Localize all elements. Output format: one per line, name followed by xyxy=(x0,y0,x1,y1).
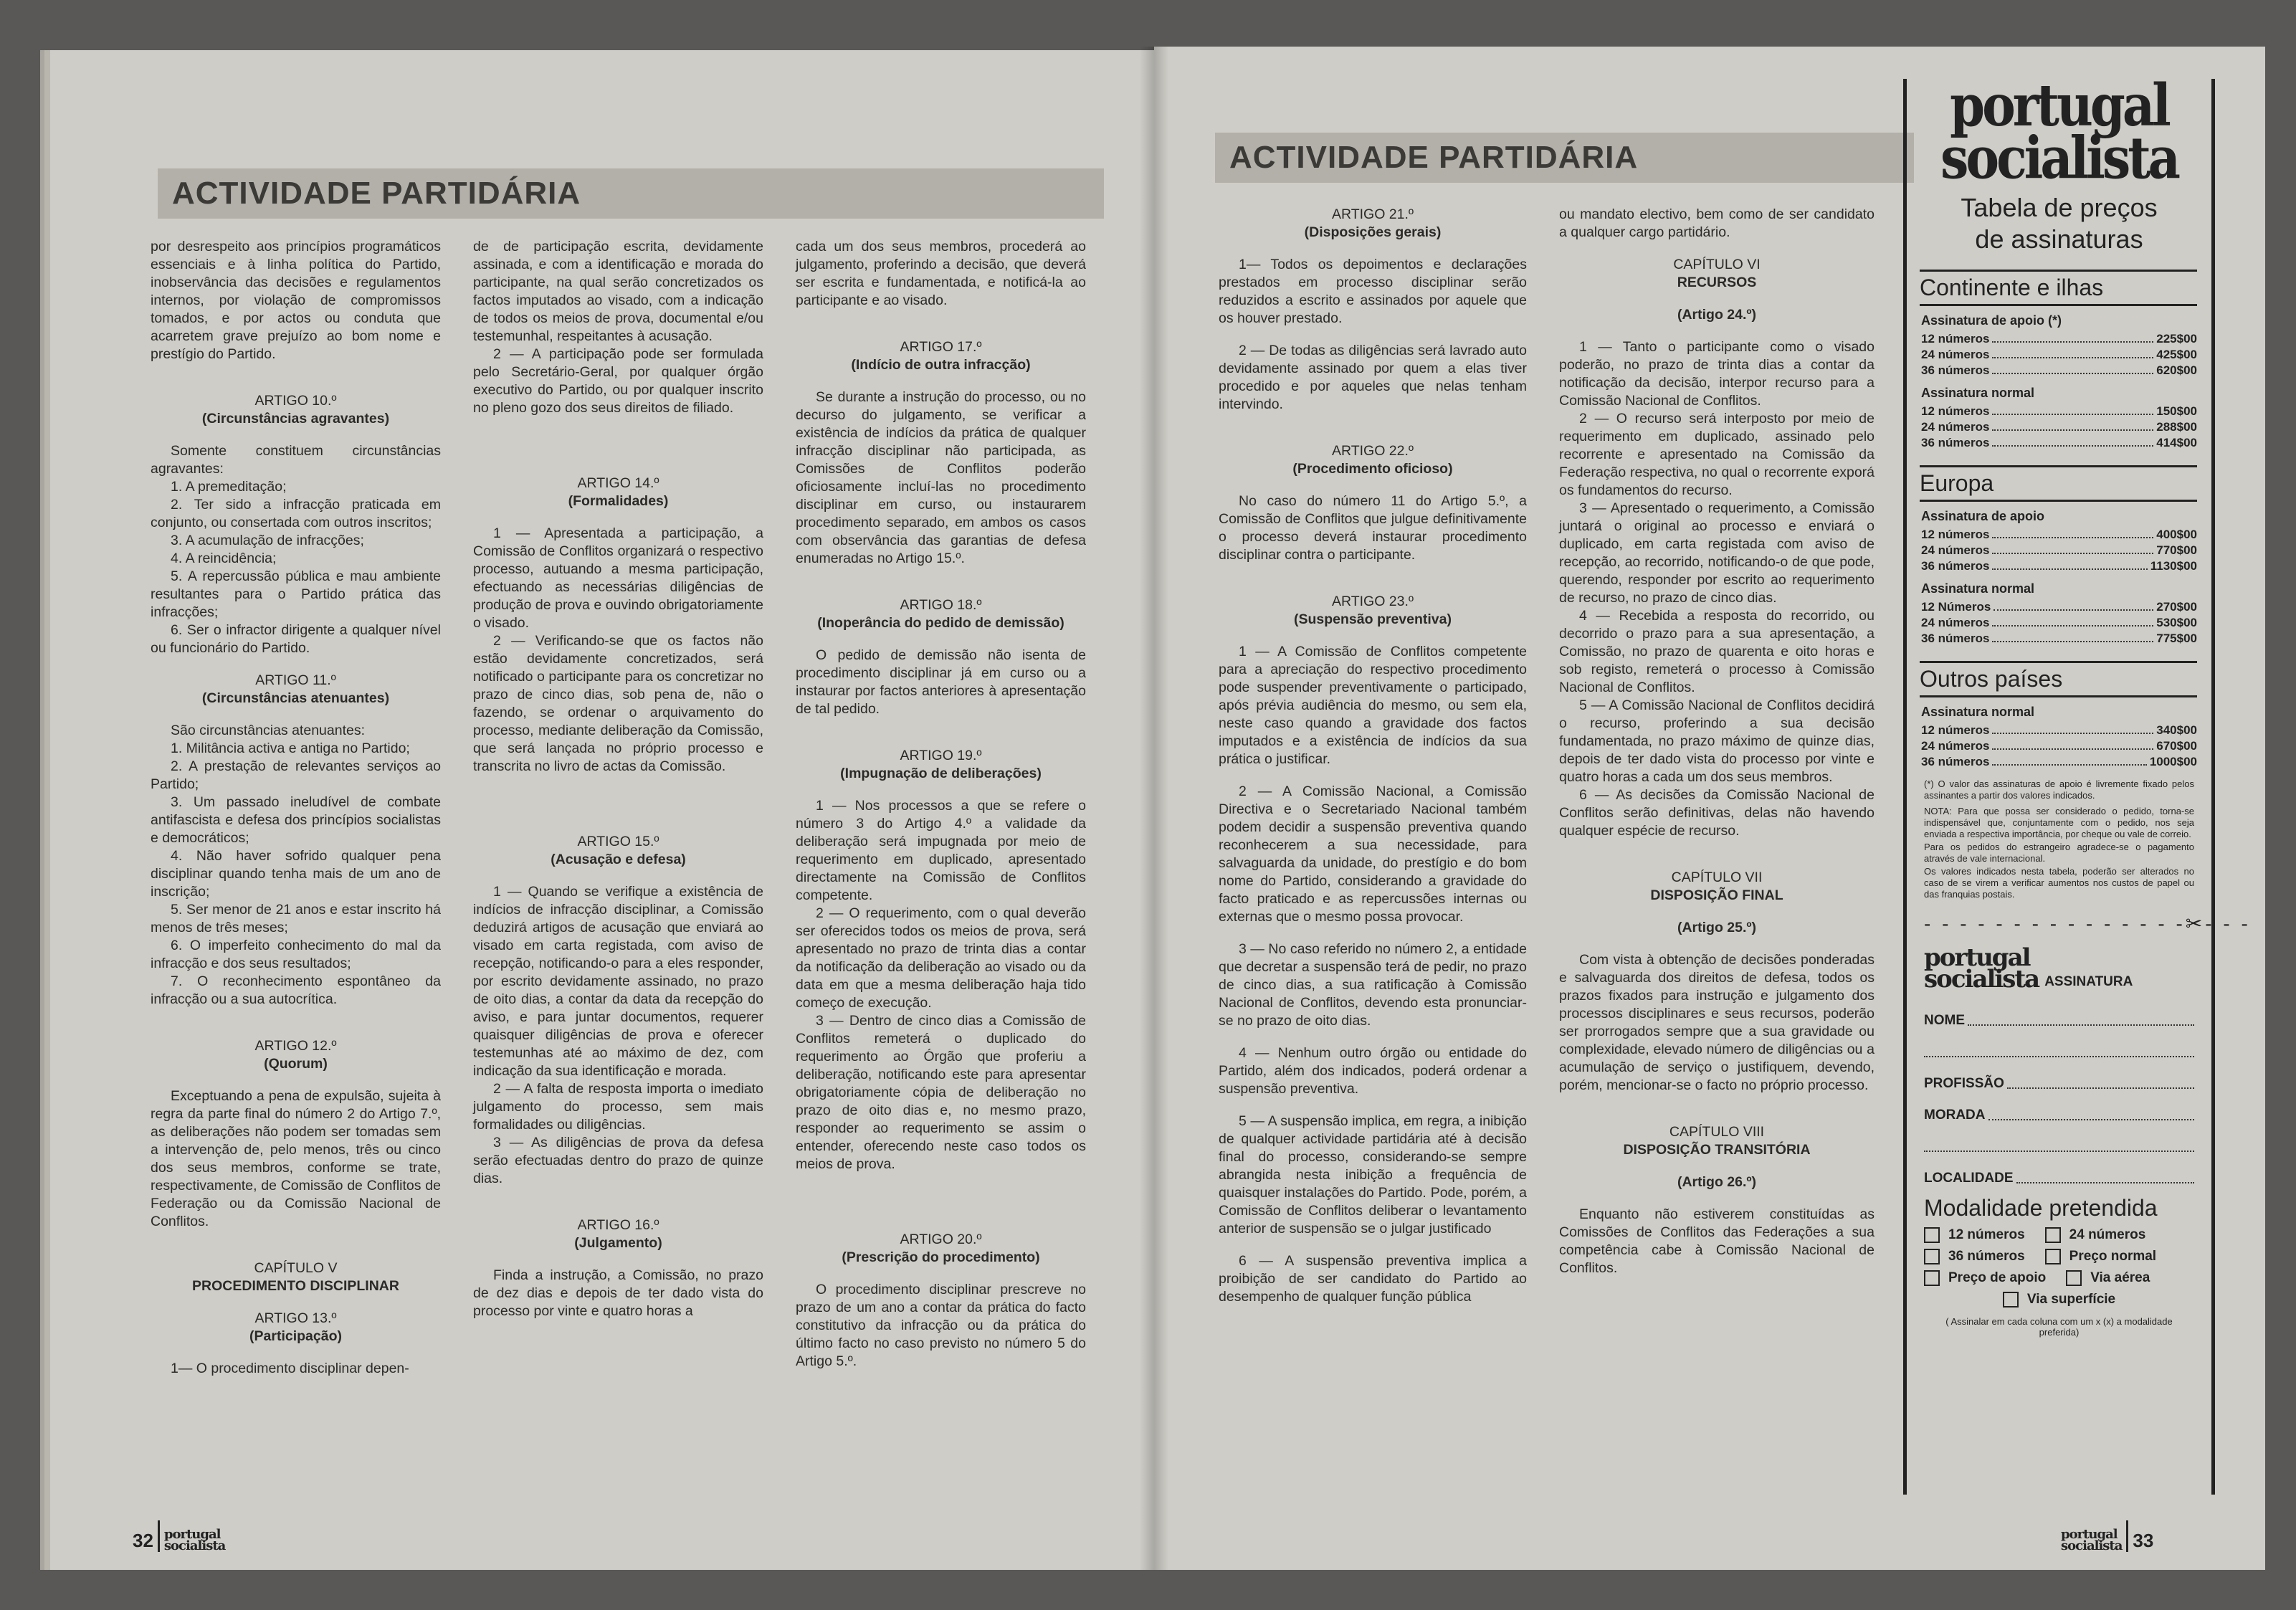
article-title: ARTIGO 12.º xyxy=(254,1038,337,1054)
option-12-numeros[interactable]: 12 números xyxy=(1924,1227,2025,1243)
price-row xyxy=(1921,404,2197,419)
option-via-superficie[interactable]: Via superfície xyxy=(2003,1292,2115,1307)
option-36-numeros[interactable]: 36 números xyxy=(1924,1249,2025,1264)
paragraph: Somente constituem circunstâncias agravantes: xyxy=(151,443,441,477)
note: Para os pedidos do estrangeiro agradece-se o pagamento através de vale internacional. xyxy=(1924,842,2194,864)
price-row xyxy=(1921,331,2197,347)
left-page xyxy=(50,50,1154,1570)
paragraph: 3 — As diligências de prova da defesa serão efectuadas dentro do prazo de quinze dias. xyxy=(473,1135,763,1186)
page-number-footer xyxy=(133,1520,225,1552)
list-item: 4. A reincidência; xyxy=(171,551,277,566)
issue-count: 12 números xyxy=(1921,404,1990,418)
cut-line-scissors-icon: - - - - - - - - - - - - - - -✂- - - xyxy=(1924,913,2251,935)
price-value: 1000$00 xyxy=(2149,755,2197,768)
paragraph: 5 — A suspensão implica, em regra, a inibição de qualquer actividade partidária até à decisão final do processo, considerando-se sempre abrangida nesta inibição a frequência de quaisquer instalações do Partido. Pode, porém, a Comissão de Conflitos deliberar o levantamento anterior de suspensão se o julgar justificado xyxy=(1219,1113,1527,1237)
article-title: ARTIGO 19.º xyxy=(900,748,982,763)
issue-count: 24 números xyxy=(1921,616,1990,629)
paragraph: Se durante a instrução do processo, ou no decurso do julgamento, se verificar a existência de indícios da prática de qualquer infracção disciplinar não participada, as Comissões de Conflitos poderão oficiosamente incluí-las no procedimento disciplinar em curso, ou instaurarem procedimento separado, em ambos os casos com observância das garantias de defesa enumeradas no Artigo 15.º. xyxy=(796,389,1086,566)
modalidade-title: Modalidade pretendida xyxy=(1924,1195,2158,1221)
option-preco-apoio[interactable]: Preço de apoio xyxy=(1924,1270,2046,1286)
divider xyxy=(2126,1520,2128,1552)
option-24-numeros[interactable]: 24 números xyxy=(2045,1227,2146,1243)
price-value: 1130$00 xyxy=(2150,559,2197,573)
price-value: 425$00 xyxy=(2156,348,2197,361)
paragraph: 2 — A falta de resposta importa o imediato julgamento do processo, sem mais formalidades ou diligências. xyxy=(473,1081,763,1133)
article-subtitle: (Julgamento) xyxy=(574,1235,662,1251)
paragraph: O pedido de demissão não isenta de procedimento disciplinar já em curso ou a instaurar por factos anteriores à apresentação de tal pedido. xyxy=(796,647,1086,717)
article-title: ARTIGO 20.º xyxy=(900,1232,982,1247)
chapter-subtitle: PROCEDIMENTO DISCIPLINAR xyxy=(192,1278,399,1294)
dot-leader xyxy=(1992,527,2153,538)
checkbox-icon[interactable] xyxy=(1924,1227,1940,1243)
address-field-extra-line[interactable] xyxy=(1924,1123,2194,1155)
article-title: (Artigo 24.º) xyxy=(1677,307,1757,323)
price-row xyxy=(1921,754,2197,770)
page-number: 33 xyxy=(2133,1530,2154,1551)
article-subtitle: (Acusação e defesa) xyxy=(551,852,686,867)
price-table xyxy=(1907,270,2211,770)
paragraph: 2 — O requerimento, com o qual deverão ser oferecidos todos os meios de prova, será apresentado no prazo de trinta dias a contar da notificação da deliberação ao visado ou da data em que a mesma deliberação haja tido começo de execução. xyxy=(796,905,1086,1011)
list-item: 5. Ser menor de 21 anos e estar inscrito há menos de três meses; xyxy=(151,902,441,935)
section-banner: ACTIVIDADE PARTIDÁRIA xyxy=(1215,133,1914,183)
price-row xyxy=(1921,558,2197,574)
price-row xyxy=(1921,419,2197,435)
list-item: 1. A premeditação; xyxy=(171,479,287,495)
list-item: 4. Não haver sofrido qualquer pena disciplinar quando tenha mais de um ano de inscrição; xyxy=(151,848,441,900)
price-value: 400$00 xyxy=(2156,528,2197,541)
issue-count: 24 números xyxy=(1921,348,1990,361)
article-title: ARTIGO 10.º xyxy=(254,393,337,409)
text-column-2 xyxy=(473,238,763,1320)
paragraph: São circunstâncias atenuantes: xyxy=(171,723,366,738)
price-row xyxy=(1921,738,2197,754)
price-value: 270$00 xyxy=(2156,600,2197,614)
article-title: ARTIGO 23.º xyxy=(1331,594,1414,609)
dot-leader xyxy=(1992,631,2153,642)
paragraph: 2 — Verificando-se que os factos não estão devidamente concretizados, será notificado o participante para os concretizar no prazo de cinco dias, sob pena de, não o fazendo, se ordenar o arquivamento do processo, mediante deliberação da Comissão, que será lançada no próprio processo e transcrita no livro de actas da Comissão. xyxy=(473,633,763,774)
paragraph: 4 — Nenhum outro órgão ou entidade do Partido, além dos indicados, poderá ordenar a suspensão preventiva. xyxy=(1219,1045,1527,1097)
issue-count: 36 números xyxy=(1921,755,1990,768)
text-column-1 xyxy=(151,238,441,1378)
article-title: ARTIGO 22.º xyxy=(1331,443,1414,459)
article-subtitle: (Disposições gerais) xyxy=(1304,224,1442,240)
dot-leader xyxy=(1992,754,2146,766)
paragraph: 1 — Apresentada a participação, a Comissão de Conflitos organizará o respectivo processo, autuando a mesma participação, efectuando as necessárias diligências de produção de prova e ouvindo obrigatoriamente o visado. xyxy=(473,525,763,631)
list-item: 5. A repercussão pública e mau ambiente resultantes para o Partido prática das infracções; xyxy=(151,568,441,620)
price-row xyxy=(1921,527,2197,543)
page-number: 32 xyxy=(133,1530,153,1551)
paragraph: 2 — A Comissão Nacional, a Comissão Directiva e o Secretariado Nacional também podem decidir a suspensão preventiva quando reconhecerem a sua necessidade, para salvaguarda da unidade, do prestígio e do bom nome do Partido, considerando a gravidade do facto praticado e as repercussões internas ou externas que o mesmo possa provocar. xyxy=(1219,783,1527,925)
dot-leader xyxy=(1992,419,2153,431)
price-row xyxy=(1921,347,2197,363)
price-table-title: Tabela de preços de assinaturas xyxy=(1961,193,2158,254)
name-field[interactable]: NOME xyxy=(1924,997,2194,1029)
issue-count: 12 números xyxy=(1921,723,1990,737)
article-subtitle: (Formalidades) xyxy=(568,493,669,509)
list-item: 2. Ter sido a infracção praticada em conjunto, ou consertada com outros inscritos; xyxy=(151,497,441,530)
paragraph: cada um dos seus membros, procederá ao julgamento, proferindo a decisão, que deverá ser escrita e fundamentada, e notificá-la ao participante e ao visado. xyxy=(796,239,1086,308)
paragraph: Com vista à obtenção de decisões ponderadas e salvaguarda dos direitos de defesa, todos os prazos fixados para instrução e julgamento dos processos disciplinares e seus recursos, poderão ser prorrogados sempre que a sua gravidade ou complexidade, elevado número de diligências ou a acumulação de serviço o justifiquem, devendo, porém, mencionar-se o facto no próprio processo. xyxy=(1559,952,1875,1093)
chapter-title: CAPÍTULO VII xyxy=(1671,870,1763,885)
form-header xyxy=(1924,943,2194,994)
divider xyxy=(158,1520,160,1552)
article-title: ARTIGO 15.º xyxy=(577,834,659,849)
text-column-4 xyxy=(1219,206,1527,1306)
article-subtitle: (Circunstâncias atenuantes) xyxy=(201,690,390,706)
paragraph: 4 — Recebida a resposta do recorrido, ou decorrido o prazo para a sua apresentação, a Comissão, no prazo de quarenta e oito horas e sob registo, remeterá o processo à Comissão Nacional de Conflitos. xyxy=(1559,608,1875,695)
chapter-subtitle: DISPOSIÇÃO TRANSITÓRIA xyxy=(1623,1142,1811,1158)
article-subtitle: (Impugnação de deliberações) xyxy=(840,766,1042,781)
paragraph: de de participação escrita, devidamente assinada, e com a identificação e morada do participante, na qual serão concretizados os factos imputados ao visado, com a indicação de todos os meios de prova, documental e/ou testemunhal, respeitantes à acusação. xyxy=(473,239,763,344)
issue-count: 24 números xyxy=(1921,420,1990,434)
book-gutter xyxy=(1140,47,1168,1570)
footnote: (*) O valor das assinaturas de apoio é livremente fixado pelos assinantes a partir dos valores indicados. xyxy=(1924,778,2194,801)
price-value: 775$00 xyxy=(2156,632,2197,645)
article-title: ARTIGO 21.º xyxy=(1331,206,1414,222)
dot-leader xyxy=(1992,615,2153,627)
paragraph: Enquanto não estiverem constituídas as Comissões de Conflitos das Federações a sua competência cabe à Comissão Nacional de Conflitos. xyxy=(1559,1206,1875,1276)
list-item: 6. Ser o infractor dirigente a qualquer nível ou funcionário do Partido. xyxy=(151,622,441,656)
paragraph: 2 — De todas as diligências será lavrado auto devidamente assinado por quem a elas tiver procedido e por aqueles que nelas tenham intervindo. xyxy=(1219,343,1527,412)
dot-leader xyxy=(1992,738,2153,750)
dot-leader xyxy=(1992,404,2153,415)
article-title: ARTIGO 16.º xyxy=(577,1217,659,1233)
issue-count: 24 números xyxy=(1921,739,1990,753)
issue-count: 12 números xyxy=(1921,332,1990,346)
paragraph: ou mandato electivo, bem como de ser candidato a qualquer cargo partidário. xyxy=(1559,206,1875,240)
dot-leader xyxy=(1992,347,2153,358)
plan-label: Assinatura de apoio (*) xyxy=(1921,313,2062,328)
price-value: 620$00 xyxy=(2156,363,2197,377)
option-preco-normal[interactable]: Preço normal xyxy=(2045,1249,2156,1264)
subscription-box xyxy=(1903,70,2251,1495)
issue-count: 36 números xyxy=(1921,559,1990,573)
article-title: ARTIGO 11.º xyxy=(255,672,336,688)
plan-label: Assinatura normal xyxy=(1921,705,2035,719)
form-heading: ASSINATURA xyxy=(2044,974,2133,989)
issue-count: 24 números xyxy=(1921,543,1990,557)
issue-count: 36 números xyxy=(1921,436,1990,449)
modalidade-options xyxy=(1924,1227,2194,1307)
article-subtitle: (Prescrição do procedimento) xyxy=(842,1249,1040,1265)
price-row xyxy=(1921,543,2197,558)
paragraph: 2 — A participação pode ser formulada pelo Secretário-Geral, por qualquer órgão executivo do Partido, ou por qualquer inscrito no pleno gozo dos seus direitos de filiado. xyxy=(473,346,763,416)
text-column-5 xyxy=(1559,206,1875,1277)
checkbox-icon[interactable] xyxy=(2045,1249,2061,1264)
article-title: ARTIGO 13.º xyxy=(254,1310,337,1326)
publication-logo: portugal socialista xyxy=(2061,1527,2123,1553)
price-row xyxy=(1921,615,2197,631)
paragraph: 2 — O recurso será interposto por meio de requerimento em duplicado, assinado pelo recorrente e apresentado na Comissão da Federação respectiva, no qual o recorrente exporá os fundamentos do recurso. xyxy=(1559,411,1875,498)
price-row xyxy=(1921,631,2197,647)
paragraph: 6 — A suspensão preventiva implica a proibição de ser candidato do Partido ao desempenho de qualquer função pública xyxy=(1219,1253,1527,1305)
price-value: 414$00 xyxy=(2156,436,2197,449)
article-subtitle: (Participação) xyxy=(249,1328,342,1344)
form-logo: portugal socialista xyxy=(1924,943,2039,994)
price-value: 530$00 xyxy=(2156,616,2197,629)
dot-leader xyxy=(1992,331,2153,343)
list-item: 2. A prestação de relevantes serviços ao Partido; xyxy=(151,758,441,792)
paragraph: 1 — A Comissão de Conflitos competente para a apreciação do respectivo procedimento pode suspender preventivamente o participado, após prévia audiência do mesmo, ou sem ela, neste caso quando a gravidade dos factos imputados e a existência de indícios da sua prática o justificar. xyxy=(1219,644,1527,767)
paragraph: por desrespeito aos princípios programáticos essenciais e à linha política do Partido, inobservância das decisões e regulamentos internos, por violação de compromissos tomados, e por actos ou conduta que acarretem grave prejuízo ao bom nome e prestígio do Partido. xyxy=(151,239,441,362)
issue-count: 12 números xyxy=(1921,528,1990,541)
plan-label: Assinatura de apoio xyxy=(1921,509,2045,523)
paragraph: O procedimento disciplinar prescreve no prazo de um ano a contar da prática do facto constitutivo da infracção ou da prática do último facto no caso previsto no número 5 do Artigo 5.º. xyxy=(796,1282,1086,1369)
note: Os valores indicados nesta tabela, poderão ser alterados no caso de se virem a verificar aumentos nos custos de papel ou das franquias postais. xyxy=(1924,866,2194,900)
list-item: 6. O imperfeito conhecimento do mal da infracção e dos seus resultados; xyxy=(151,938,441,971)
price-value: 770$00 xyxy=(2156,543,2197,557)
article-subtitle: (Procedimento oficioso) xyxy=(1292,461,1453,477)
chapter-title: CAPÍTULO VIII xyxy=(1669,1124,1765,1140)
paragraph: Finda a instrução, a Comissão, no prazo de dez dias e depois de ter dado vista do processo por vinte e quatro horas a xyxy=(473,1267,763,1319)
article-title: (Artigo 25.º) xyxy=(1677,920,1757,935)
section-banner: ACTIVIDADE PARTIDÁRIA xyxy=(158,168,1104,219)
article-subtitle: (Suspensão preventiva) xyxy=(1294,611,1452,627)
chapter-title: CAPÍTULO V xyxy=(254,1260,338,1276)
chapter-subtitle: DISPOSIÇÃO FINAL xyxy=(1650,887,1783,903)
paragraph: No caso do número 11 do Artigo 5.º, a Comissão de Conflitos que julgue definitivamente o processo deverá instaurar procedimento disciplinar contra o participante. xyxy=(1219,493,1527,563)
dot-leader xyxy=(1992,723,2153,734)
article-subtitle: (Inoperância do pedido de demissão) xyxy=(817,615,1064,631)
paragraph: 3 — Apresentado o requerimento, a Comissão juntará o original ao processo e enviará o duplicado, em carta registada com aviso de recepção, ao recorrido, notificando-o de que pode, querendo, responder por escrito ao requerimento de recurso, no prazo de cinco dias. xyxy=(1559,500,1875,606)
issue-count: 36 números xyxy=(1921,363,1990,377)
checkbox-icon[interactable] xyxy=(2003,1292,2019,1307)
list-item: 1. Militância activa e antiga no Partido; xyxy=(171,740,410,756)
text-column-3 xyxy=(796,238,1086,1371)
dot-leader xyxy=(1992,363,2153,374)
dot-leader xyxy=(1993,599,2153,611)
article-title: ARTIGO 18.º xyxy=(900,597,982,613)
plan-label: Assinatura normal xyxy=(1921,386,2035,400)
paragraph: 1— O procedimento disciplinar depen- xyxy=(171,1361,409,1376)
list-item: 3. A acumulação de infracções; xyxy=(171,533,364,548)
article-title: ARTIGO 14.º xyxy=(577,475,659,491)
dot-leader xyxy=(1992,543,2153,554)
paragraph: 6 — As decisões da Comissão Nacional de Conflitos serão definitivas, delas não havendo qualquer espécie de recurso. xyxy=(1559,787,1875,839)
article-subtitle: (Quorum) xyxy=(264,1056,328,1072)
price-value: 288$00 xyxy=(2156,420,2197,434)
locality-field[interactable]: LOCALIDADE xyxy=(1924,1155,2194,1186)
price-value: 670$00 xyxy=(2156,739,2197,753)
list-item: 7. O reconhecimento espontâneo da infracção ou a sua autocrítica. xyxy=(151,973,441,1007)
page-number-footer xyxy=(2061,1520,2153,1552)
masthead-logo: portugal socialista xyxy=(1940,70,2178,192)
paragraph: 1 — Quando se verifique a existência de indícios de infracção disciplinar, a Comissão deduzirá artigos de acusação que enviará ao visado em carta registada, com aviso de recepção, notificando-o para a eles responder, por escrito devidamente assinado, no prazo de oito dias, a contar da data da recepção do aviso, e para juntar documentos, requerer quaisquer diligências de prova e oferecer testemunhas até ao máximo de dez, com indicação da sua identificação e morada. xyxy=(473,884,763,1079)
checkbox-icon[interactable] xyxy=(1924,1270,1940,1286)
region-heading: Outros países xyxy=(1920,661,2197,697)
note: NOTA: Para que possa ser considerado o pedido, torna-se indispensável que, conjuntamente com o pedido, nos seja enviada a respectiva importância, por cheque ou vale de correio. xyxy=(1924,806,2194,839)
dot-leader xyxy=(1992,435,2153,447)
region-heading: Continente e ilhas xyxy=(1920,270,2197,306)
name-field-extra-line[interactable] xyxy=(1924,1029,2194,1060)
price-value: 340$00 xyxy=(2156,723,2197,737)
form-instructions: ( Assinalar em cada coluna com um x (x) a modalidade preferida) xyxy=(1945,1316,2173,1338)
address-field[interactable]: MORADA xyxy=(1924,1092,2194,1123)
article-subtitle: (Circunstâncias agravantes) xyxy=(201,411,390,427)
article-subtitle: (Indício de outra infracção) xyxy=(851,357,1031,373)
chapter-subtitle: RECURSOS xyxy=(1677,275,1757,290)
price-row xyxy=(1921,599,2197,615)
checkbox-icon[interactable] xyxy=(2045,1227,2061,1243)
price-row xyxy=(1921,435,2197,451)
plan-label: Assinatura normal xyxy=(1921,581,2035,596)
article-title: (Artigo 26.º) xyxy=(1677,1174,1757,1190)
paragraph: 1 — Tanto o participante como o visado poderão, no prazo de trinta dias a contar da notificação da decisão, interpor recurso para a Comissão Nacional de Conflitos. xyxy=(1559,339,1875,409)
checkbox-icon[interactable] xyxy=(1924,1249,1940,1264)
dot-leader xyxy=(1992,558,2147,570)
paragraph: 3 — Dentro de cinco dias a Comissão de Conflitos remeterá o duplicado do requerimento ao Órgão que proferiu a deliberação, notificando este para apresentar obrigatoriamente cópia de deliberação no prazo de oito dias e, no mesmo prazo, responder ao requerimento se assim o entender, oferecendo neste caso todos os meios de prova. xyxy=(796,1013,1086,1172)
paragraph: 5 — A Comissão Nacional de Conflitos decidirá o recurso, proferindo a sua decisão fundamentada, no prazo máximo de quinze dias, depois de ter dado vista do processo por vinte e quatro horas a cada um dos seus membros. xyxy=(1559,697,1875,785)
region-heading: Europa xyxy=(1920,465,2197,502)
checkbox-icon[interactable] xyxy=(2066,1270,2082,1286)
chapter-title: CAPÍTULO VI xyxy=(1673,257,1761,272)
price-row xyxy=(1921,723,2197,738)
option-via-aerea[interactable]: Via aérea xyxy=(2066,1270,2150,1286)
price-row xyxy=(1921,363,2197,378)
paragraph: 1 — Nos processos a que se refere o número 3 do Artigo 4.º a validade da deliberação será impugnada por meio de requerimento em duplicado, apresentado directamente na Comissão de Conflitos competente. xyxy=(796,798,1086,903)
publication-logo: portugal socialista xyxy=(163,1527,226,1553)
article-title: ARTIGO 17.º xyxy=(900,339,982,355)
price-value: 225$00 xyxy=(2156,332,2197,346)
issue-count: 12 Números xyxy=(1921,600,1991,614)
issue-count: 36 números xyxy=(1921,632,1990,645)
list-item: 3. Um passado ineludível de combate antifascista e defesa dos princípios socialistas e democráticos; xyxy=(151,794,441,846)
paragraph: 3 — No caso referido no número 2, a entidade que decretar a suspensão terá de pedir, no prazo de cinco dias, a sua ratificação à Comissão Nacional de Conflitos, devendo esta pronunciar-se no prazo de oito dias. xyxy=(1219,941,1527,1029)
price-value: 150$00 xyxy=(2156,404,2197,418)
paragraph: 1— Todos os depoimentos e declarações prestados em processo disciplinar serão reduzidos a escrito e assinados por aquele que os houver prestado. xyxy=(1219,257,1527,326)
profession-field[interactable]: PROFISSÃO xyxy=(1924,1060,2194,1092)
right-page xyxy=(1154,47,2265,1570)
paragraph: Exceptuando a pena de expulsão, sujeita à regra da parte final do número 2 do Artigo 7.º, as deliberações não podem ser tomadas sem a intervenção de, pelo menos, três ou cinco dos seus membros, conforme se trate, respectivamente, de Comissão de Conflitos de Federação ou da Comissão Nacional de Conflitos. xyxy=(151,1088,441,1229)
